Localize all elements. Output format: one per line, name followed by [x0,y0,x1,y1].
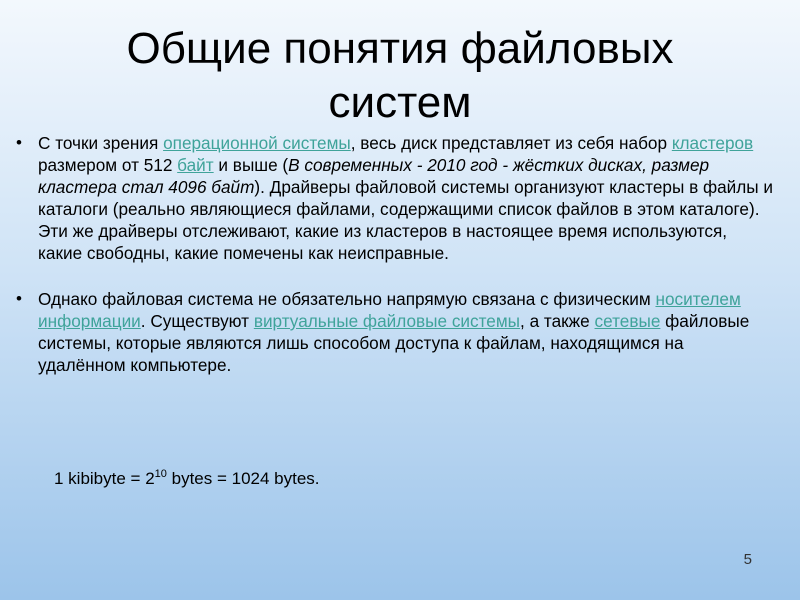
bullet-marker: • [16,133,22,152]
bullet-text: размером от 512 [38,155,178,175]
slide-title [0,22,800,130]
bullet-text: , а также [520,311,595,331]
bullet-list [14,132,774,376]
bullet-text: ). Драйверы файловой системы организуют кластеры в файлы и каталоги (реально являющиеся файлами, содержащими список файлов в этом каталоге). Эти же драйверы отслеживают, какие из кластеров в настоящее время используются, какие свободны, какие помечены как неисправные. [38,177,774,263]
slide-title-line-2: систем [328,78,472,127]
page-number: 5 [743,551,752,568]
link-storage-media[interactable]: носителем информации [38,289,741,331]
formula-text-before: 1 kibibyte = 2 [54,469,155,488]
formula-text-after: bytes = 1024 bytes. [166,469,320,488]
bullet-marker: • [16,289,22,308]
kibibyte-formula [54,469,320,489]
bullet-item-1 [14,132,774,264]
link-virtual-file-systems[interactable]: виртуальные файловые системы [253,311,521,331]
bullet-text: С точки зрения [38,133,164,153]
bullet-text: Однако файловая система не обязательно напрямую связана с физическим [38,289,656,309]
bullet-italic-note: В современных - 2010 год - жёстких дисках, размер кластера стал 4096 байт [38,155,710,197]
bullet-item-2 [14,288,774,376]
link-bytes[interactable]: байт [177,155,214,175]
formula-exponent: 10 [154,468,167,480]
link-clusters[interactable]: кластеров [671,133,754,153]
bullet-text: файловые системы, которые являются лишь способом доступа к файлам, находящимся на удалённом компьютере. [38,311,750,375]
slide-title-line-1: Общие понятия файловых [126,24,674,73]
link-network[interactable]: сетевые [594,311,661,331]
link-operating-system[interactable]: операционной системы [163,133,351,153]
bullet-text: . Существуют [140,311,254,331]
bullet-text: и выше ( [213,155,289,175]
bullet-text: , весь диск представляет из себя набор [350,133,672,153]
